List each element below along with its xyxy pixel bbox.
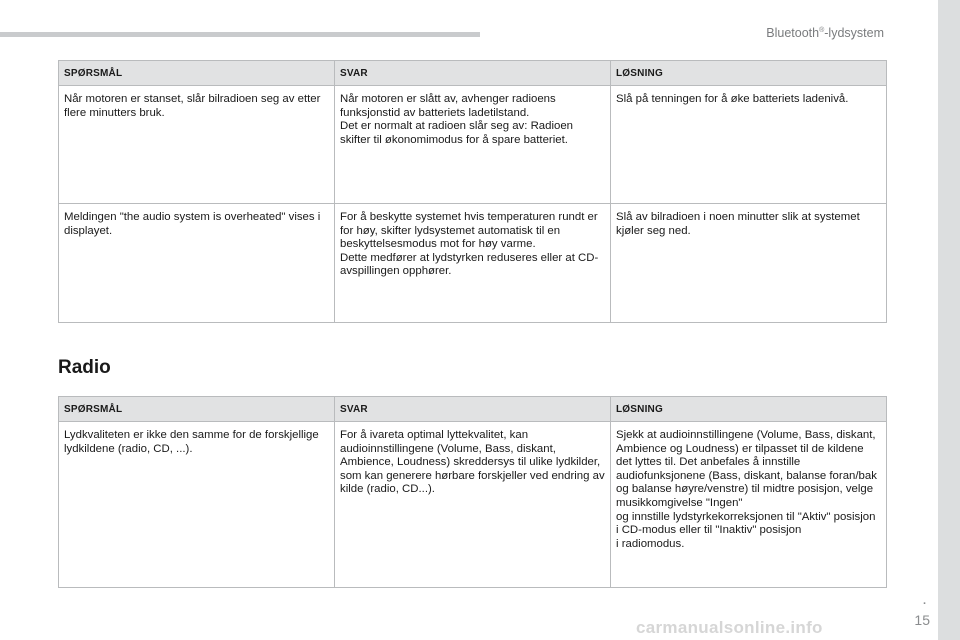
table-header-row [59,397,887,422]
page-header-title: Bluetooth®-lydsystem [766,26,884,40]
page-number: 15 [914,612,930,628]
column-header-solution: LØSNING [611,61,887,86]
troubleshooting-table-radio [58,396,887,588]
answer-cell: For å ivareta optimal lyttekvalitet, kan audioinnstillingene (Volume, Bass, diskant, Ambience, Loudness) skreddersys til ulike lydkilder, som kan generere hørbare forskjeller ved endring av kilde (radio, CD...). [335,422,611,588]
answer-cell: For å beskytte systemet hvis temperaturen rundt er for høy, skifter lydsystemet automatisk til en beskyttelsesmodus mot for høy varme. Dette medfører at lydstyrken reduseres eller at CD-avspillingen opphører. [335,204,611,323]
page-edge-strip [938,0,960,640]
troubleshooting-table-general [58,60,887,323]
table-row [59,86,887,204]
page-marker: . [922,595,926,607]
question-cell: Når motoren er stanset, slår bilradioen seg av etter flere minutters bruk. [59,86,335,204]
table-header-row [59,61,887,86]
column-header-answer: SVAR [335,397,611,422]
column-header-solution: LØSNING [611,397,887,422]
answer-cell: Når motoren er slått av, avhenger radioens funksjonstid av batteriets ladetilstand. Det er normalt at radioen slår seg av: Radioen skifter til økonomimodus for å spare batteriet. [335,86,611,204]
column-header-question: SPØRSMÅL [59,397,335,422]
section-title-radio: Radio [58,357,111,378]
header-rule [0,32,480,37]
question-cell: Lydkvaliteten er ikke den samme for de forskjellige lydkildene (radio, CD, ...). [59,422,335,588]
solution-cell: Sjekk at audioinnstillingene (Volume, Bass, diskant, Ambience og Loudness) er tilpasset til de kildene det lyttes til. Det anbefales å innstille audiofunksjonene (Bass, diskant, balanse foran/bak og balanse høyre/venstre) til midtre posisjon, velge musikkomgivelse "Ingen" og innstille lydstyrkekorreksjonen til "Aktiv" posisjon i CD-modus eller til "Inaktiv" posisjon i radiomodus. [611,422,887,588]
question-cell: Meldingen "the audio system is overheated" vises i displayet. [59,204,335,323]
table-row [59,204,887,323]
solution-cell: Slå på tenningen for å øke batteriets ladenivå. [611,86,887,204]
column-header-answer: SVAR [335,61,611,86]
column-header-question: SPØRSMÅL [59,61,335,86]
solution-cell: Slå av bilradioen i noen minutter slik at systemet kjøler seg ned. [611,204,887,323]
table-row [59,422,887,588]
watermark-text: carmanualsonline.info [636,618,823,637]
